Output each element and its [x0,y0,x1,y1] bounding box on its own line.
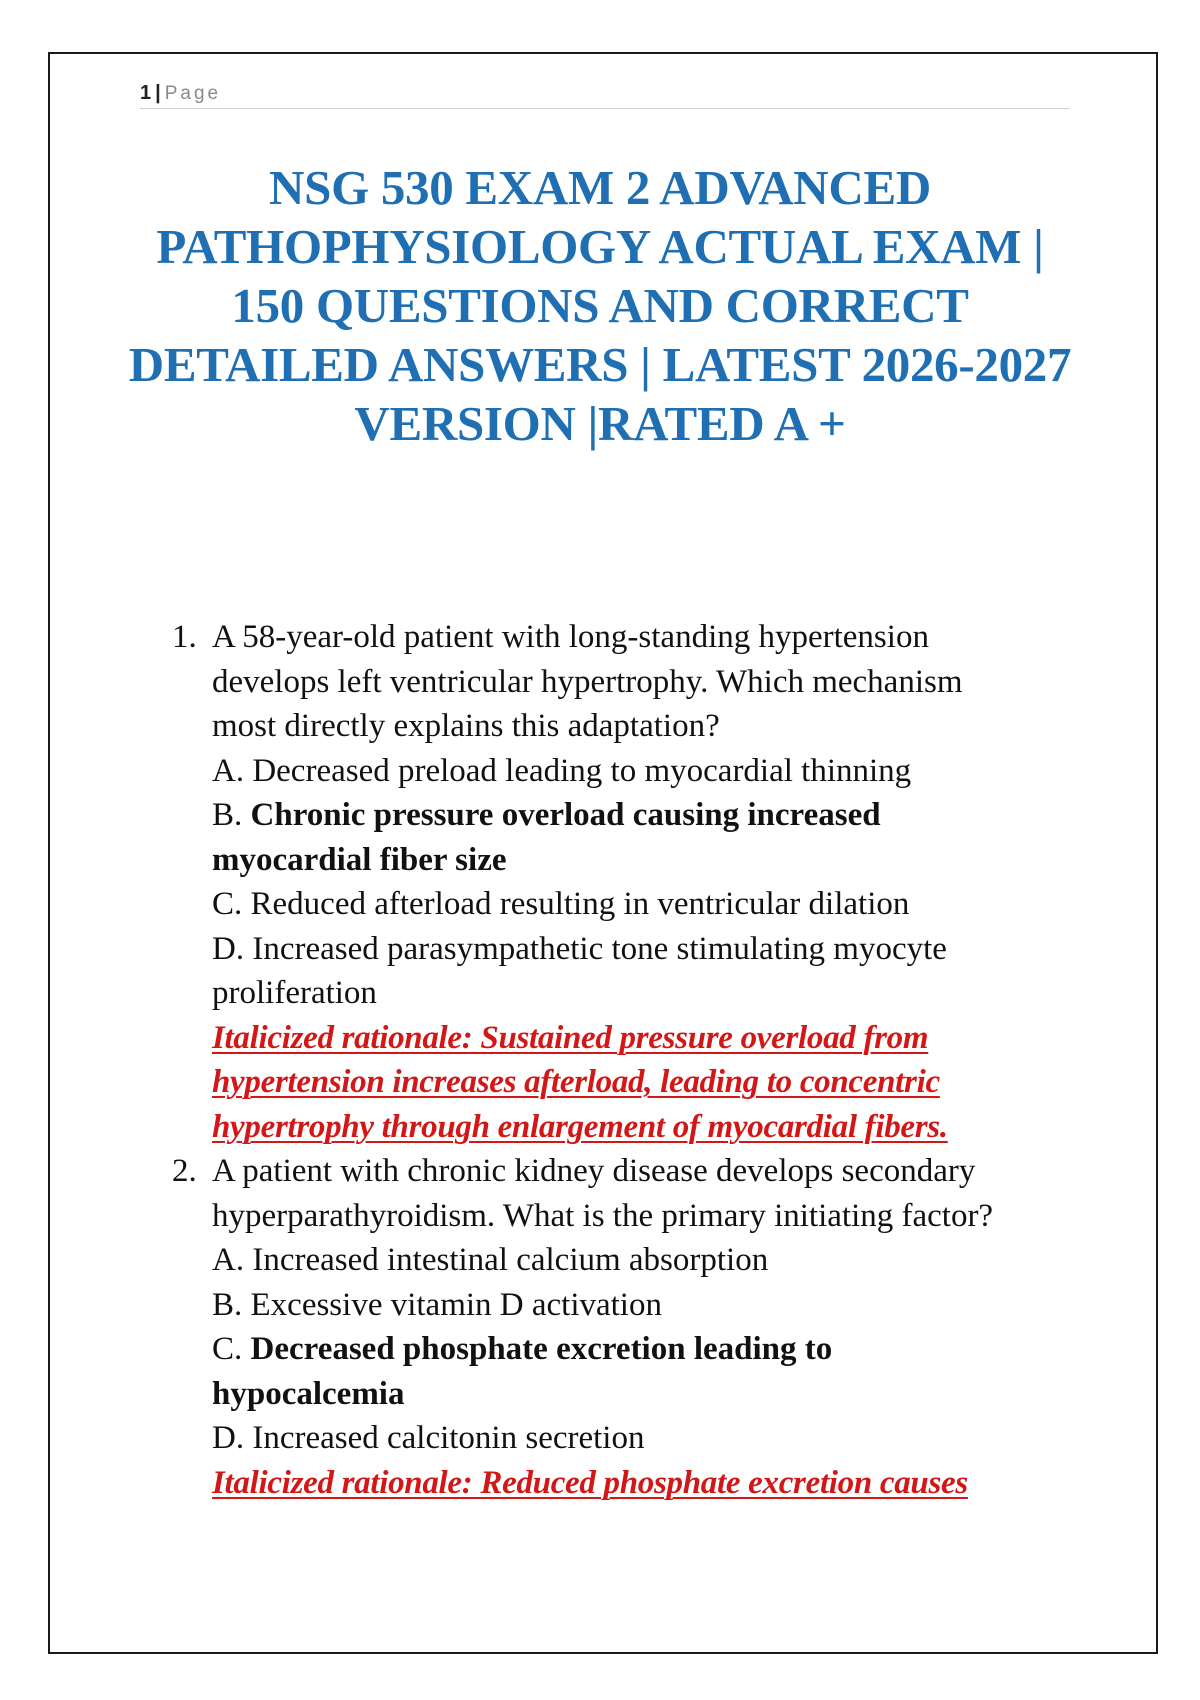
option-b: B. Excessive vitamin D activation [212,1286,662,1323]
option-c-letter: C. [212,1331,251,1367]
option-d: D. Increased parasympathetic tone stimulating myocyte [212,930,947,967]
correct-answer-text: myocardial fiber size [212,841,507,878]
question-number: 1. [172,619,197,655]
title-line: DETAILED ANSWERS | LATEST 2026-2027 [128,337,1072,392]
rationale-line: Italicized rationale: Reduced phosphate excretion causes [212,1464,968,1501]
question-number: 2. [172,1153,197,1189]
header-separator: | [155,82,161,104]
title-line: VERSION |RATED A + [354,396,846,451]
question-list [172,615,1072,1505]
title-line: 150 QUESTIONS AND CORRECT [231,278,969,333]
title-line: PATHOPHYSIOLOGY ACTUAL EXAM | [156,219,1044,274]
option-c [212,1327,1072,1372]
option-a: A. Increased intestinal calcium absorption [212,1242,769,1278]
option-b-letter: B. [212,797,251,833]
question-2 [172,1149,1072,1505]
question-stem-line: hyperparathyroidism. What is the primary initiating factor? [212,1197,994,1234]
question-stem-line: develops left ventricular hypertrophy. Which mechanism [212,663,963,700]
document-title [120,158,1080,453]
question-stem-line: A patient with chronic kidney disease develops secondary [212,1153,976,1189]
title-line: NSG 530 EXAM 2 ADVANCED [269,160,931,215]
correct-answer-text: Decreased phosphate excretion leading to [250,1331,833,1367]
option-a: A. Decreased preload leading to myocardial thinning [212,752,912,789]
rationale-line: Italicized rationale: Sustained pressure overload from [212,1019,929,1056]
rationale-line: hypertrophy through enlargement of myocardial fibers. [212,1108,948,1145]
question-stem-line: A 58-year-old patient with long-standing hypertension [212,619,929,655]
correct-answer-text: Chronic pressure overload causing increased [250,797,881,833]
option-b [212,793,1072,838]
page-label: Page [164,83,222,104]
option-d-continued: proliferation [212,975,377,1011]
page-number: 1 [140,82,152,104]
option-c: C. Reduced afterload resulting in ventricular dilation [212,886,910,922]
question-1 [172,615,1072,1149]
question-stem-line: most directly explains this adaptation? [212,708,720,744]
rationale-line: hypertension increases afterload, leading to concentric [212,1064,940,1100]
option-d: D. Increased calcitonin secretion [212,1420,645,1456]
correct-answer-text: hypocalcemia [212,1375,405,1412]
page-header [140,78,1070,109]
